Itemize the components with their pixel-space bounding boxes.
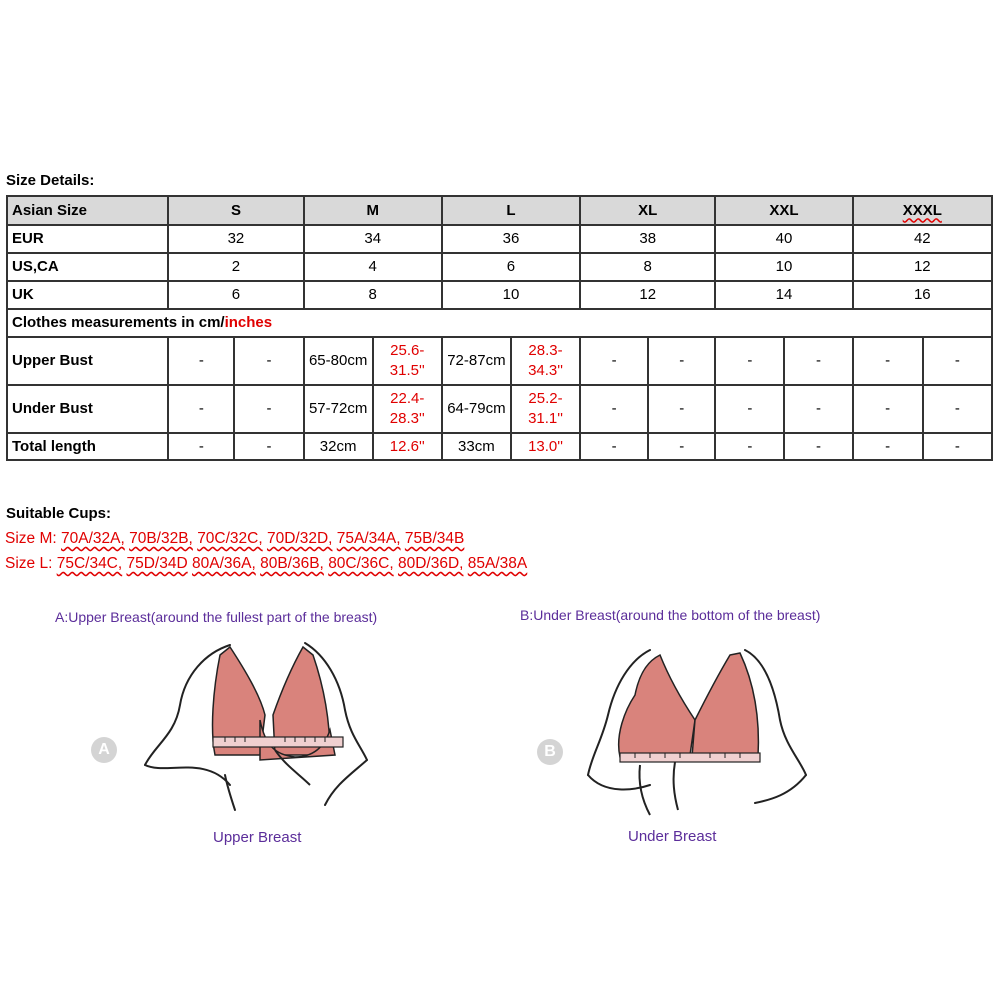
table-cell: 12 (853, 253, 992, 281)
table-row-eur (7, 225, 992, 253)
table-row-under-bust (7, 385, 992, 433)
cup-size: 75D/34D (126, 555, 188, 572)
table-cell: - (580, 433, 648, 460)
suitable-cups-heading: Suitable Cups: (6, 505, 112, 522)
table-cell: 28.3-34.3'' (511, 337, 580, 385)
table-cell: 10 (442, 281, 580, 309)
size-details-heading: Size Details: (6, 172, 95, 189)
cup-size: 80C/36C, (328, 555, 394, 572)
table-cell: - (923, 337, 992, 385)
badge-b: B (537, 739, 563, 765)
upper-breast-label: Upper Breast (213, 829, 302, 846)
table-row-upper-bust (7, 337, 992, 385)
row-label: Upper Bust (7, 337, 168, 385)
table-cell: 8 (580, 253, 715, 281)
table-cell: 8 (304, 281, 442, 309)
table-cell: 57-72cm (304, 385, 373, 433)
table-cell: 34 (304, 225, 442, 253)
table-cell: 14 (715, 281, 852, 309)
table-cell: - (648, 337, 715, 385)
table-cell: - (923, 433, 992, 460)
table-cell: 2 (168, 253, 303, 281)
cup-size: 75C/34C, (56, 555, 123, 572)
cup-size: 80D/36D, (397, 555, 464, 572)
table-cell: - (648, 385, 715, 433)
upper-breast-illustration (135, 635, 375, 815)
table-cell: - (853, 385, 923, 433)
table-cell: - (715, 337, 784, 385)
cup-size: 75A/34A, (336, 530, 401, 547)
table-cell: 4 (304, 253, 442, 281)
table-cell: 32 (168, 225, 303, 253)
table-cell: - (168, 337, 234, 385)
table-cell: - (168, 385, 234, 433)
table-cell: 36 (442, 225, 580, 253)
size-l-cups (5, 555, 527, 573)
table-cell: - (784, 433, 852, 460)
asian-size-label: Asian Size (7, 196, 168, 225)
measurements-heading: Clothes measurements in cm/inches (7, 309, 992, 337)
table-cell: 38 (580, 225, 715, 253)
table-cell: 6 (168, 281, 303, 309)
table-cell: - (853, 337, 923, 385)
cup-size: 70B/32B, (129, 530, 193, 547)
table-cell: - (234, 385, 303, 433)
table-cell: 65-80cm (304, 337, 373, 385)
size-s: S (168, 196, 303, 225)
under-breast-caption: B:Under Breast(around the bottom of the breast) (520, 607, 821, 623)
size-table (6, 195, 993, 461)
size-header-row (7, 196, 992, 225)
table-row-total-length (7, 433, 992, 460)
table-cell: 33cm (442, 433, 511, 460)
table-cell: - (784, 385, 852, 433)
table-cell: - (648, 433, 715, 460)
table-cell: 10 (715, 253, 852, 281)
table-cell: 22.4-28.3'' (373, 385, 442, 433)
cup-size: 80A/36A, (192, 555, 256, 572)
table-cell: - (168, 433, 234, 460)
table-cell: 16 (853, 281, 992, 309)
table-cell: 72-87cm (442, 337, 511, 385)
table-cell: 25.6-31.5'' (373, 337, 442, 385)
cup-size: 70D/32D, (266, 530, 333, 547)
under-breast-label: Under Breast (628, 828, 717, 845)
table-cell: 25.2-31.1'' (511, 385, 580, 433)
table-cell: 13.0'' (511, 433, 580, 460)
size-l: L (442, 196, 580, 225)
measurements-heading-row (7, 309, 992, 337)
size-xxxl: XXXL (853, 196, 992, 225)
table-cell: - (715, 385, 784, 433)
size-m-cups (5, 530, 464, 548)
table-cell: 40 (715, 225, 852, 253)
cup-size: 85A/38A (467, 555, 528, 572)
upper-breast-caption: A:Upper Breast(around the fullest part of the breast) (55, 609, 378, 625)
under-breast-illustration (580, 635, 820, 825)
row-label: Under Bust (7, 385, 168, 433)
row-label: US,CA (7, 253, 168, 281)
table-cell: - (234, 433, 303, 460)
table-cell: - (715, 433, 784, 460)
size-xxl: XXL (715, 196, 852, 225)
table-row-uk (7, 281, 992, 309)
cup-size: 70C/32C, (197, 530, 263, 547)
table-cell: 12.6'' (373, 433, 442, 460)
size-l-label: Size L: (5, 555, 53, 572)
cup-size: 75B/34B (404, 530, 465, 547)
table-cell: 32cm (304, 433, 373, 460)
cup-size: 80B/36B, (260, 555, 324, 572)
badge-a: A (91, 737, 117, 763)
table-cell: - (580, 385, 648, 433)
table-cell: - (580, 337, 648, 385)
row-label: EUR (7, 225, 168, 253)
row-label: UK (7, 281, 168, 309)
table-cell: 6 (442, 253, 580, 281)
cup-size: 70A/32A, (61, 530, 125, 547)
table-row-us-ca (7, 253, 992, 281)
table-cell: - (853, 433, 923, 460)
size-m: M (304, 196, 442, 225)
table-cell: 42 (853, 225, 992, 253)
size-xl: XL (580, 196, 715, 225)
table-cell: - (234, 337, 303, 385)
size-m-label: Size M: (5, 530, 57, 547)
row-label: Total length (7, 433, 168, 460)
table-cell: 64-79cm (442, 385, 511, 433)
table-cell: - (923, 385, 992, 433)
table-cell: - (784, 337, 852, 385)
table-cell: 12 (580, 281, 715, 309)
